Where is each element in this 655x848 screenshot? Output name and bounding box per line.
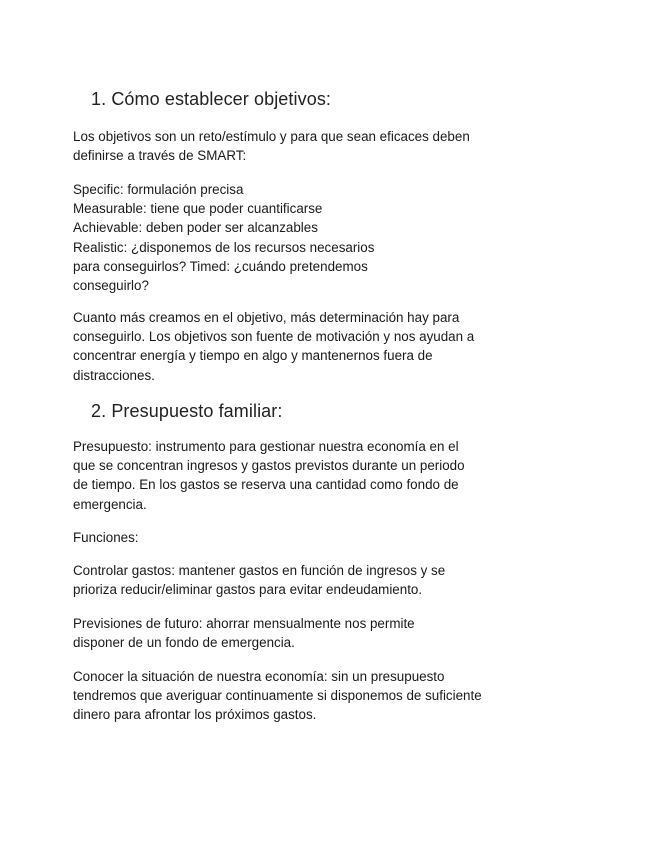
function-know-situation [73, 667, 513, 725]
smart-measurable: Measurable: tiene que poder cuantificarse [73, 201, 323, 217]
function-control-expenses [73, 561, 513, 599]
text-line: prioriza reducir/eliminar gastos para evitar endeudamiento. [73, 582, 423, 598]
text-line: de tiempo. En los gastos se reserva una cantidad como fondo de [73, 477, 459, 493]
text-line: que se concentran ingresos y gastos previstos durante un periodo [73, 458, 465, 474]
text-line: distracciones. [73, 367, 155, 383]
text-line: Presupuesto: instrumento para gestionar nuestra economía en el [73, 439, 459, 454]
text-line: concentrar energía y tiempo en algo y mantenernos fuera de [73, 348, 433, 364]
text-line: disponer de un fondo de emergencia. [73, 635, 295, 651]
motivation-paragraph [73, 308, 513, 385]
text-line: Previsiones de futuro: ahorrar mensualmente nos permite [73, 616, 415, 631]
smart-achievable: Achievable: deben poder ser alcanzables [73, 220, 318, 236]
text-line: Cuanto más creamos en el objetivo, más determinación hay para [73, 310, 460, 325]
section-2-heading: 2. Presupuesto familiar: [91, 401, 283, 421]
functions-label: Funciones: [73, 530, 139, 545]
text-line: definirse a través de SMART: [73, 148, 247, 164]
text-line: dinero para afrontar los próximos gastos. [73, 707, 317, 723]
text-line: tendremos que averiguar continuamente si disponemos de suficiente [73, 688, 482, 704]
section-1-heading: 1. Cómo establecer objetivos: [91, 89, 332, 109]
text-line: conseguirlo. Los objetivos son fuente de motivación y nos ayudan a [73, 329, 475, 345]
smart-realistic: Realistic: ¿disponemos de los recursos necesarios [73, 239, 375, 255]
text-line: conseguirlo? [73, 278, 149, 294]
function-future-forecast [73, 614, 513, 652]
text-line: Controlar gastos: mantener gastos en función de ingresos y se [73, 563, 446, 578]
smart-criteria [73, 180, 513, 295]
text-line: Conocer la situación de nuestra economía: sin un presupuesto [73, 669, 445, 684]
budget-definition [73, 437, 513, 514]
text-line: emergencia. [73, 496, 147, 512]
section-1-intro [73, 127, 513, 165]
smart-specific: Specific: formulación precisa [73, 182, 244, 197]
text-line: Los objetivos son un reto/estímulo y para que sean eficaces deben [73, 129, 470, 144]
smart-timed: para conseguirlos? Timed: ¿cuándo pretendemos [73, 258, 368, 274]
